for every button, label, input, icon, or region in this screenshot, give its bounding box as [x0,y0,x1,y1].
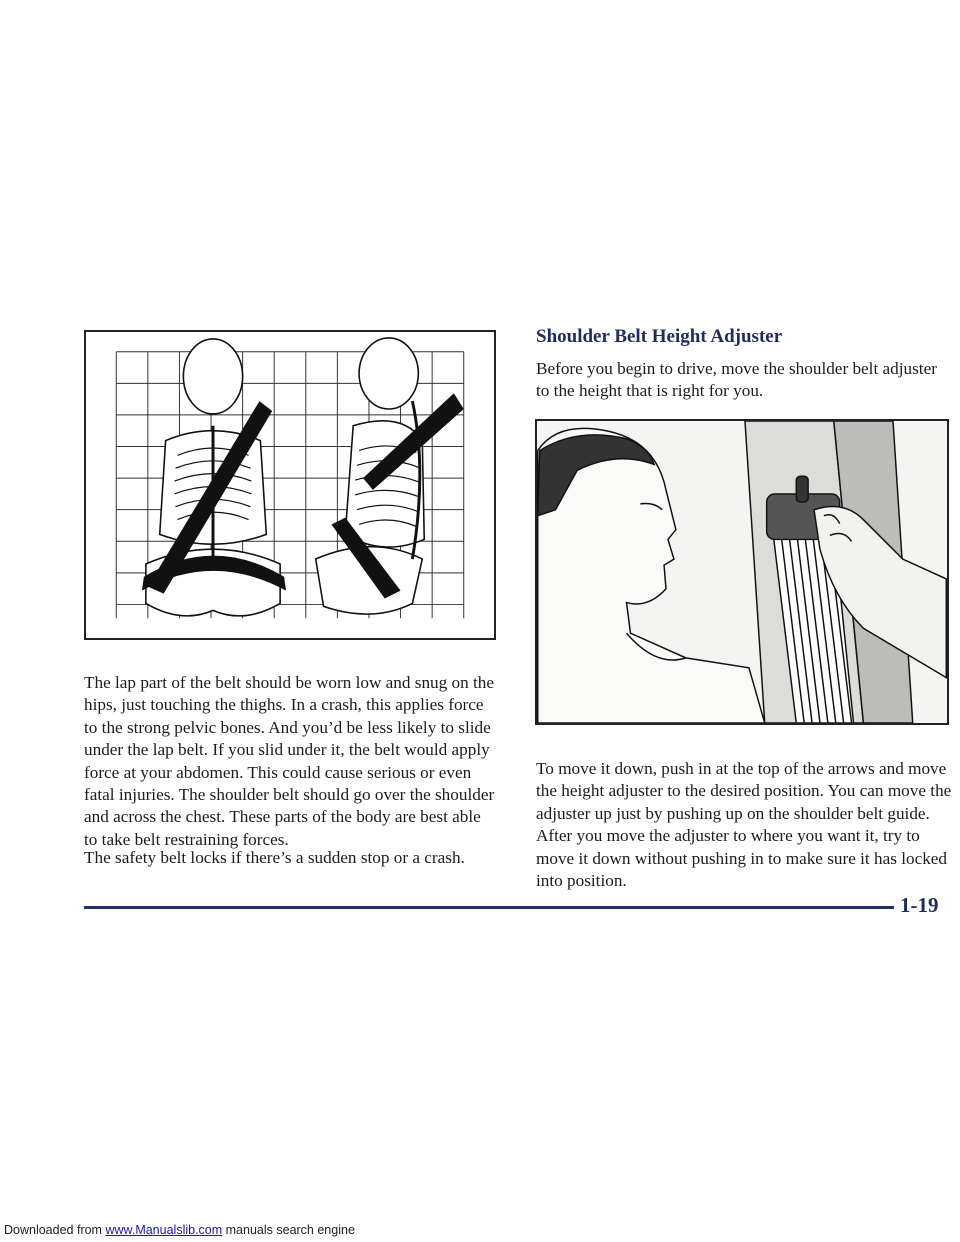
adjuster-instructions-paragraph: To move it down, push in at the top of the arrows and move the height adjuster to the desired position. You can move the adjuster up just by pushing up on the shoulder belt guide. After you move the adjuster to where you want it, try to move it down without pushing in to make sure it has locked into position. [536,759,952,891]
manualslib-link[interactable]: www.Manualslib.com [105,1223,223,1237]
footer-suffix: manuals search engine [222,1223,355,1237]
adjuster-intro-paragraph: Before you begin to drive, move the shoulder belt adjuster to the height that is right for you. [536,359,937,401]
footer-rule [84,906,894,909]
download-footer [4,1223,355,1237]
footer-prefix: Downloaded from [4,1223,106,1237]
belt-adjuster-illustration [535,419,949,725]
skeleton-belt-illustration [84,330,496,640]
belt-locks-paragraph: The safety belt locks if there’s a sudden stop or a crash. [84,848,465,867]
lap-belt-paragraph: The lap part of the belt should be worn low and snug on the hips, just touching the thighs. In a crash, this applies force to the strong pelvic bones. And you’d be less likely to slide under the lap belt. If you slid under it, the belt would apply force at your abdomen. This could cause serious or even fatal injuries. The shoulder belt should go over the shoulder and across the chest. These parts of the body are best able to take belt restraining forces. [84,673,495,849]
page-number: 1-19 [900,893,939,917]
section-heading: Shoulder Belt Height Adjuster [536,326,783,347]
